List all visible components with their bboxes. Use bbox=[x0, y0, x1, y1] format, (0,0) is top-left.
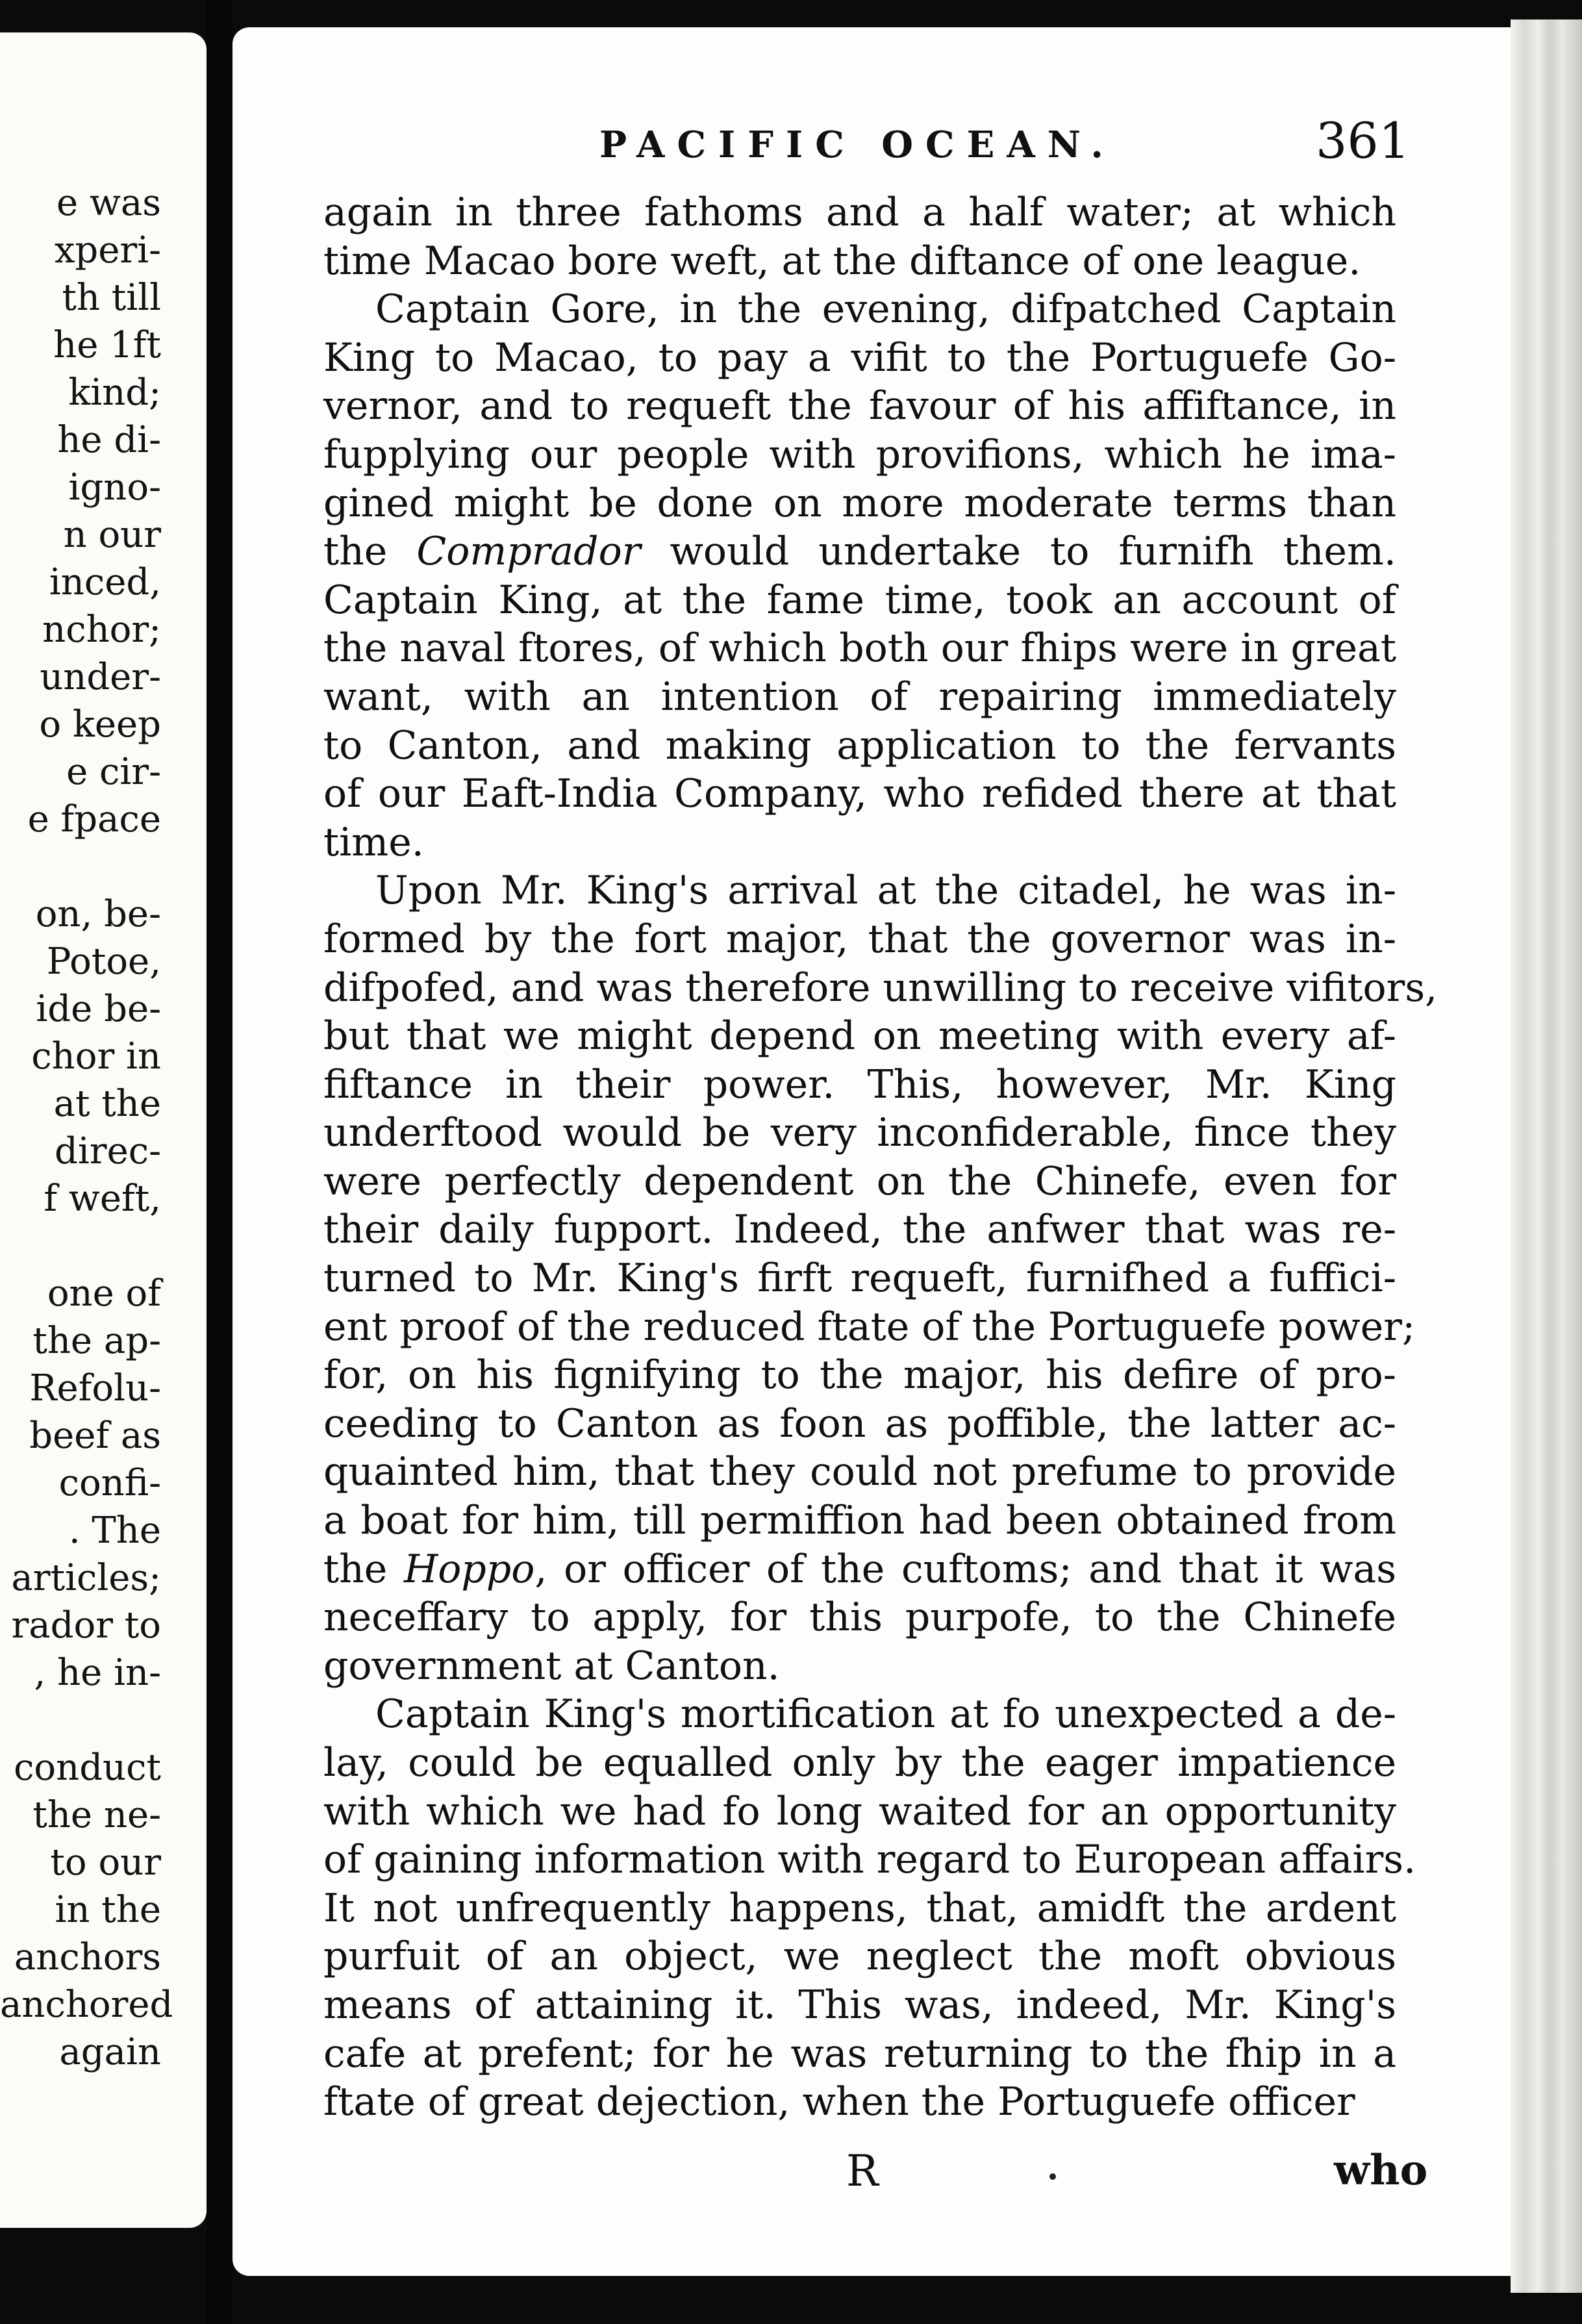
text-line: to Canton, and making application to the fervants bbox=[323, 722, 1396, 768]
running-head bbox=[232, 97, 1511, 169]
page-number: 361 bbox=[1316, 112, 1411, 170]
previous-page-line: nchor; bbox=[42, 609, 161, 651]
previous-page-line: the ne- bbox=[32, 1794, 161, 1836]
text-line: their daily fupport. Indeed, the anfwer that was re- bbox=[323, 1207, 1396, 1253]
previous-page-line: e fpace bbox=[27, 798, 161, 840]
previous-page-line: Potoe, bbox=[46, 941, 161, 983]
text-line: means of attaining it. This was, indeed, Mr. King's bbox=[323, 1982, 1396, 2028]
previous-page-line: anchors bbox=[14, 1936, 161, 1978]
previous-page-line: kind; bbox=[68, 372, 161, 414]
text-line: with which we had fo long waited for an opportunity bbox=[323, 1788, 1396, 1834]
text-line: ftate of great dejection, when the Portuguefe officer bbox=[323, 2079, 1355, 2125]
body-text bbox=[323, 188, 1438, 2127]
text-line: purfuit of an object, we neglect the moft obvious bbox=[323, 1934, 1396, 1980]
paragraph bbox=[323, 285, 1396, 866]
previous-page-line bbox=[0, 1222, 207, 1270]
previous-page-line: inced, bbox=[49, 561, 161, 603]
previous-page-line: to our bbox=[50, 1841, 161, 1884]
previous-page-line: confi- bbox=[58, 1462, 161, 1504]
text-line: want, with an intention of repairing immediately bbox=[323, 674, 1396, 720]
text-line: of gaining information with regard to European affairs. bbox=[323, 1837, 1416, 1883]
text-line: formed by the fort major, that the governor was in- bbox=[323, 916, 1396, 962]
text-line: again in three fathoms and a half water; at which bbox=[323, 190, 1396, 235]
text-line: fupplying our people with provifions, which he ima- bbox=[323, 431, 1396, 477]
previous-page-line: igno- bbox=[68, 466, 161, 509]
text-line: neceffary to apply, for this purpofe, to the Chinefe bbox=[323, 1595, 1396, 1641]
previous-page-line: beef as bbox=[29, 1415, 161, 1457]
text-line: Captain King, at the fame time, took an account of bbox=[323, 577, 1396, 623]
previous-page-line: xperi- bbox=[54, 229, 161, 272]
paragraph bbox=[323, 188, 1396, 285]
previous-page-line: in the bbox=[55, 1889, 161, 1931]
text-line: cafe at prefent; for he was returning to the fhip in a bbox=[323, 2030, 1396, 2077]
previous-page-line: . The bbox=[68, 1509, 161, 1552]
text-line: ceeding to Canton as foon as poffible, the latter ac- bbox=[323, 1400, 1396, 1446]
text-line: ent proof of the reduced ftate of the Portuguefe power; bbox=[323, 1304, 1416, 1350]
text-line: were perfectly dependent on the Chinefe, even for bbox=[323, 1158, 1396, 1204]
text-line: the Comprador would undertake to furnifh them. bbox=[323, 529, 1397, 575]
previous-page-line bbox=[0, 843, 207, 890]
previous-page-line: he di- bbox=[57, 419, 161, 461]
ink-dot bbox=[1049, 2173, 1056, 2180]
text-line: for, on his fignifying to the major, his defire of pro- bbox=[323, 1352, 1396, 1398]
page-edges bbox=[1511, 19, 1582, 2293]
italic-term: Comprador bbox=[416, 529, 641, 575]
previous-page-line: ide be- bbox=[36, 988, 161, 1030]
previous-page-line: th till bbox=[62, 277, 161, 319]
paragraph bbox=[323, 866, 1438, 1690]
previous-page-line: one of bbox=[47, 1272, 161, 1315]
text-line: gined might be done on more moderate terms than bbox=[323, 480, 1396, 526]
italic-term: Hoppo bbox=[403, 1546, 535, 1592]
previous-page-line: n our bbox=[63, 514, 161, 556]
running-head-title: PACIFIC OCEAN. bbox=[599, 123, 1116, 166]
previous-page-line: f weft, bbox=[44, 1178, 161, 1220]
text-line: Upon Mr. King's arrival at the citadel, he was in- bbox=[375, 868, 1396, 914]
previous-page-line: on, be- bbox=[35, 893, 161, 935]
text-line: a boat for him, till permiffion had been obtained from bbox=[323, 1498, 1396, 1544]
previous-page-text bbox=[0, 179, 207, 2076]
text-line: King to Macao, to pay a vifit to the Portuguefe Go- bbox=[323, 335, 1396, 381]
text-line: quainted him, that they could not prefume to provide bbox=[323, 1449, 1396, 1495]
text-line: Captain Gore, in the evening, difpatched Captain bbox=[375, 286, 1396, 333]
signature-mark: R bbox=[846, 2146, 879, 2196]
page bbox=[232, 27, 1511, 2276]
text-line: vernor, and to requeft the favour of his affiftance, in bbox=[323, 383, 1396, 429]
text-line: time. bbox=[323, 819, 424, 865]
previous-page-line: he 1ft bbox=[53, 324, 161, 366]
previous-page bbox=[0, 32, 207, 2228]
page-footer bbox=[232, 2146, 1511, 2204]
text-line: underftood would be very inconfiderable, fince they bbox=[323, 1110, 1396, 1156]
catchword: who bbox=[1334, 2146, 1428, 2195]
previous-page-line: conduct bbox=[14, 1747, 161, 1789]
previous-page-line: the ap- bbox=[32, 1320, 161, 1362]
previous-page-line bbox=[0, 1697, 207, 1744]
previous-page-line: articles; bbox=[11, 1557, 161, 1599]
text-line: but that we might depend on meeting with every af- bbox=[323, 1013, 1396, 1059]
previous-page-line: , he in- bbox=[34, 1652, 161, 1694]
previous-page-line: o keep bbox=[39, 703, 161, 746]
text-line: of our Eaft-India Company, who refided there at that bbox=[323, 771, 1396, 817]
text-line: the naval ftores, of which both our fhips were in great bbox=[323, 625, 1396, 672]
previous-page-line: at the bbox=[53, 1083, 161, 1125]
book-gutter bbox=[207, 0, 232, 2324]
text-line: lay, could be equalled only by the eager impatience bbox=[323, 1740, 1396, 1786]
previous-page-line: direc- bbox=[55, 1130, 161, 1172]
paragraph bbox=[323, 1690, 1416, 2126]
text-line: fiftance in their power. This, however, Mr. King bbox=[323, 1061, 1396, 1107]
previous-page-line: under- bbox=[40, 656, 161, 698]
text-line: Captain King's mortification at fo unexpected a de- bbox=[375, 1691, 1396, 1737]
previous-page-line: e was bbox=[56, 182, 161, 224]
previous-page-line: chor in bbox=[31, 1035, 161, 1078]
previous-page-line: e cir- bbox=[66, 751, 161, 793]
previous-page-line: Refolu- bbox=[29, 1367, 161, 1409]
text-line: It not unfrequently happens, that, amidft the ardent bbox=[323, 1885, 1396, 1931]
text-line: government at Canton. bbox=[323, 1643, 780, 1689]
text-line: difpofed, and was therefore unwilling to receive vifitors, bbox=[323, 965, 1438, 1011]
text-line: the Hoppo, or officer of the cuftoms; and that it was bbox=[323, 1546, 1396, 1592]
previous-page-line: again bbox=[59, 2031, 161, 2073]
text-line: time Macao bore weft, at the diftance of one league. bbox=[323, 238, 1361, 284]
previous-page-line: rador to bbox=[11, 1604, 161, 1647]
previous-page-line: anchored bbox=[0, 1984, 173, 2026]
text-line: turned to Mr. King's firft requeft, furnifhed a fuffici- bbox=[323, 1256, 1396, 1302]
